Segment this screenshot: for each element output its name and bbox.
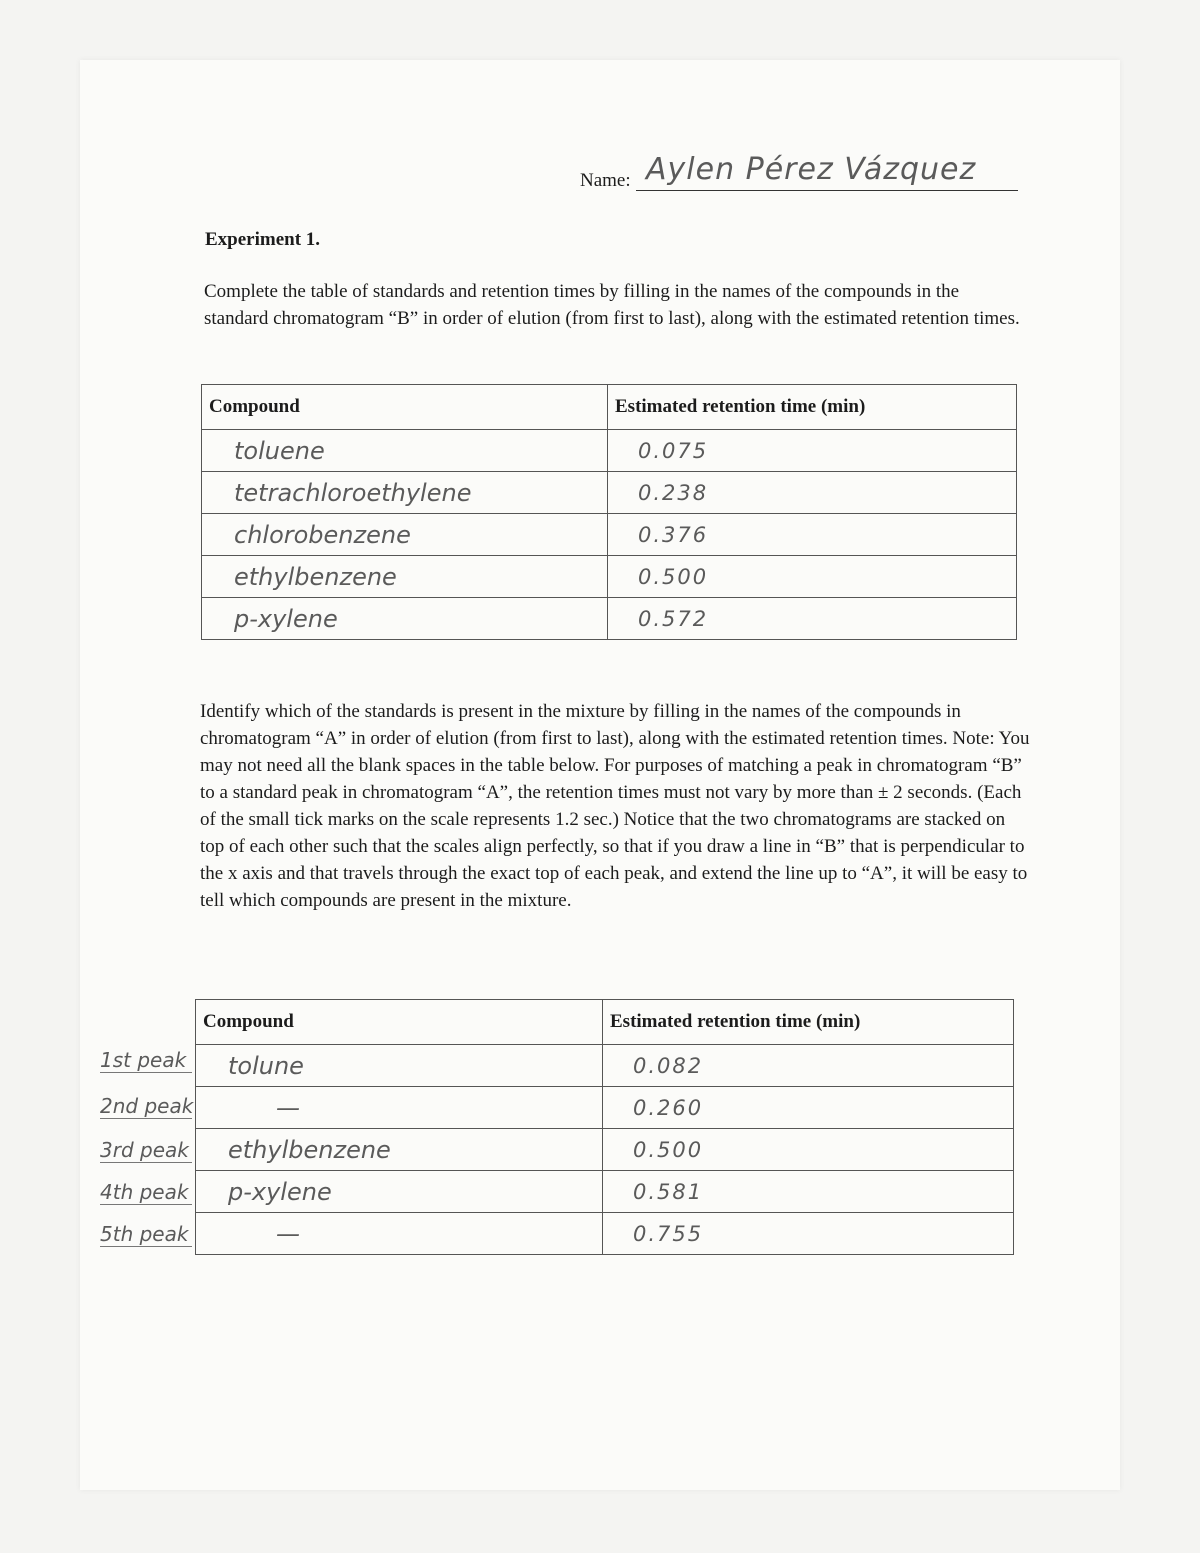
table-row	[196, 1213, 1014, 1255]
compound-value: p-xylene	[234, 604, 338, 633]
column-header-compound: Compound	[202, 385, 608, 430]
compound-cell	[202, 514, 608, 556]
time-value: 0.376	[638, 522, 709, 547]
name-label: Name:	[580, 170, 631, 191]
time-value: 0.075	[638, 438, 709, 463]
compound-value: toluene	[234, 436, 325, 465]
table-row	[202, 598, 1017, 640]
time-value: 0.082	[633, 1053, 704, 1078]
time-value: 0.572	[638, 606, 709, 631]
table-row	[202, 514, 1017, 556]
time-value: 0.500	[633, 1137, 704, 1162]
name-underline	[636, 190, 1018, 191]
time-cell	[608, 514, 1017, 556]
name-value: Aylen Pérez Vázquez	[646, 152, 977, 187]
compound-value: p-xylene	[228, 1177, 332, 1206]
table-header-row	[196, 1000, 1014, 1045]
time-value: 0.755	[633, 1221, 704, 1246]
compound-cell	[202, 430, 608, 472]
column-header-retention-time: Estimated retention time (min)	[603, 1000, 1014, 1045]
compound-value: —	[276, 1219, 300, 1248]
peak-label: 3rd peak	[100, 1138, 192, 1163]
compound-cell	[202, 472, 608, 514]
peak-label: 1st peak	[100, 1048, 192, 1073]
compound-cell	[202, 556, 608, 598]
table-row	[202, 556, 1017, 598]
compound-value: ethylbenzene	[228, 1135, 391, 1164]
instructions-standards: Complete the table of standards and retention times by filling in the names of the compounds in the standard chromatogram “B” in order of elution (from first to last), along with the estimated retention times.	[204, 281, 1020, 329]
time-value: 0.260	[633, 1095, 704, 1120]
compound-value: tetrachloroethylene	[234, 478, 472, 507]
time-cell	[603, 1171, 1014, 1213]
mixture-table	[195, 999, 1014, 1255]
compound-value: chlorobenzene	[234, 520, 411, 549]
experiment-heading: Experiment 1.	[205, 229, 321, 250]
time-value: 0.238	[638, 480, 709, 505]
compound-cell	[196, 1045, 603, 1087]
peak-label: 4th peak	[100, 1180, 192, 1205]
time-value: 0.581	[633, 1179, 704, 1204]
table-row	[196, 1087, 1014, 1129]
peak-label: 5th peak	[100, 1222, 192, 1247]
time-cell	[608, 472, 1017, 514]
time-cell	[608, 598, 1017, 640]
compound-value: tolune	[228, 1051, 304, 1080]
table-header-row	[202, 385, 1017, 430]
standards-table	[201, 384, 1017, 640]
time-cell	[603, 1087, 1014, 1129]
compound-cell	[196, 1213, 603, 1255]
compound-cell	[196, 1171, 603, 1213]
compound-cell	[202, 598, 608, 640]
table-row	[202, 430, 1017, 472]
compound-cell	[196, 1087, 603, 1129]
column-header-retention-time: Estimated retention time (min)	[608, 385, 1017, 430]
time-cell	[603, 1045, 1014, 1087]
time-cell	[608, 430, 1017, 472]
compound-value: —	[276, 1093, 300, 1122]
compound-cell	[196, 1129, 603, 1171]
instructions-mixture: Identify which of the standards is present in the mixture by filling in the names of the compounds in chromatogram “A” in order of elution (from first to last), along with the estimated retention times. Note: You may not need all the blank spaces in the table below. For purposes of matching a peak in chromatogram “B” to a standard peak in chromatogram “A”, the retention times must not vary by more than ± 2 seconds. (Each of the small tick marks on the scale represents 1.2 sec.) Notice that the two chromatograms are stacked on top of each other such that the scales align perfectly, so that if you draw a line in “B” that is perpendicular to the x axis and that travels through the exact top of each peak, and extend the line up to “A”, it will be easy to tell which compounds are present in the mixture.	[200, 701, 1030, 911]
time-cell	[603, 1213, 1014, 1255]
name-field	[580, 150, 1020, 195]
time-cell	[608, 556, 1017, 598]
time-value: 0.500	[638, 564, 709, 589]
peak-label: 2nd peak	[100, 1094, 194, 1118]
column-header-compound: Compound	[196, 1000, 603, 1045]
table-row	[196, 1171, 1014, 1213]
time-cell	[603, 1129, 1014, 1171]
table-row	[202, 472, 1017, 514]
compound-value: ethylbenzene	[234, 562, 397, 591]
table-row	[196, 1129, 1014, 1171]
table-row	[196, 1045, 1014, 1087]
